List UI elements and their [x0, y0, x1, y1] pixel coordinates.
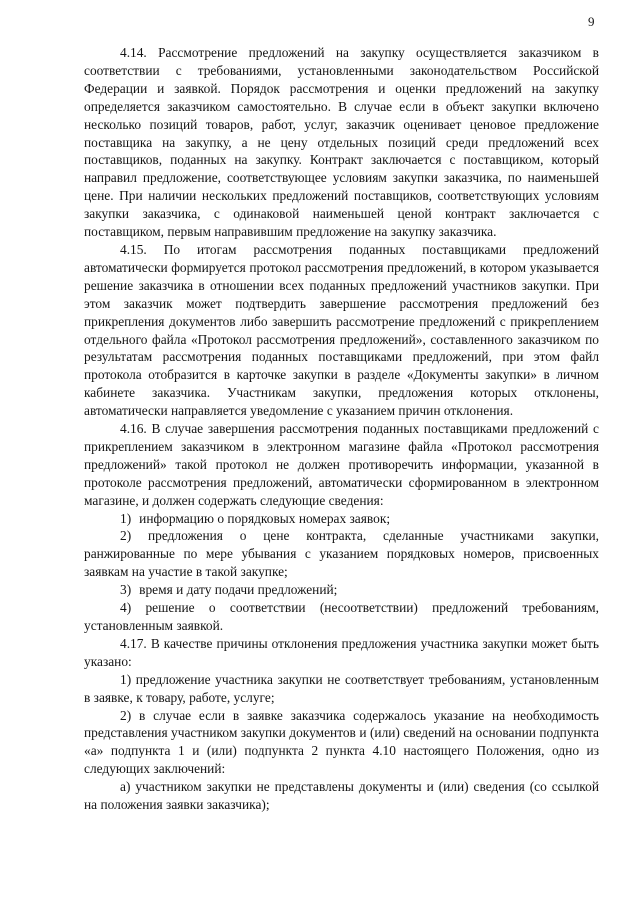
list-item-number: 4) — [120, 600, 132, 616]
list-item-number: 3) — [120, 582, 132, 598]
list-item-416-3 — [84, 581, 599, 599]
list-item-text: предложения о цене контракта, сделанные участниками закупки, ранжированные по мере убывания с указанием порядковых номеров, присвоенных заявкам на участие в такой закупке; — [84, 528, 599, 580]
list-item-416-2 — [84, 527, 599, 581]
list-item-text: время и дату подачи предложений; — [139, 582, 338, 598]
section-4-14: 4.14. Рассмотрение предложений на закупку осуществляется заказчиком в соответствии с требованиями, установленными законодательством Российской Федерации и заявкой. Порядок рассмотрения и оценки предложений на закупку определяется заказчиком самостоятельно. В случае если в объект закупки включено несколько позиций товаров, работ, услуг, заказчик оценивает ценовое предложение поставщика на закупку, а не цену отдельных позиций среди предложений всех поставщиков, поданных на закупку. Контракт заключается с поставщиком, который направил предложение, соответствующее условиям закупки заказчика, по наименьшей цене. При наличии нескольких предложений поставщиков, соответствующих условиям закупки заказчика, с одинаковой наименьшей ценой контракт заключается с поставщиком, первым направившим предложение на закупку заказчика. — [84, 45, 599, 240]
list-item-416-4 — [84, 599, 599, 635]
section-4-17-item-1: 1) предложение участника закупки не соответствует требованиям, установленным в заявке, к товару, работе, услуге; — [84, 671, 599, 705]
section-4-17-item-2a: а) участником закупки не представлены документы и (или) сведения (со ссылкой на положения заявки заказчика); — [84, 779, 599, 813]
section-4-17-intro: 4.17. В качестве причины отклонения предложения участника закупки может быть указано: — [84, 635, 599, 669]
section-4-17-item-2: 2) в случае если в заявке заказчика содержалось указание на необходимость представления участником закупки документов и (или) сведений на основании подпункта «а» подпункта 1 и (или) подпункта 2 пункта 4.10 настоящего Положения, одно из следующих заключений: — [84, 707, 599, 777]
list-item-number: 2) — [120, 528, 132, 544]
page-number: 9 — [588, 14, 595, 29]
section-4-15: 4.15. По итогам рассмотрения поданных поставщиками предложений автоматически формируется протокол рассмотрения предложений, в котором указывается решение заказчика в отношении всех поданных предложений участников закупки. При этом заказчик может подтвердить завершение рассмотрения предложений без прикрепления документов либо завершить рассмотрение предложений с прикреплением отдельного файла «Протокол рассмотрения предложений», составленного заказчиком по результатам рассмотрения поданных поставщиками предложений, при этом файл протокола отобразится в карточке закупки в разделе «Документы закупки» в личном кабинете заказчика. Участникам закупки, предложения которых отклонены, автоматически направляется уведомление с указанием причин отклонения. — [84, 241, 599, 419]
list-item-text: решение о соответствии (несоответствии) предложений требованиям, установленным заявкой. — [84, 600, 599, 633]
list-item-416-1 — [84, 510, 599, 528]
list-item-text: информацию о порядковых номерах заявок; — [139, 510, 391, 526]
section-4-16: 4.16. В случае завершения рассмотрения поданных поставщиками предложений с прикреплением заказчиком в электронном магазине файла «Протокол рассмотрения предложений» такой протокол не должен противоречить информации, указанной в протоколе рассмотрения предложений, автоматически сформированном в электронном магазине, и должен содержать следующие сведения: — [84, 421, 599, 508]
document-body — [84, 44, 599, 814]
list-item-number: 1) — [120, 510, 132, 526]
